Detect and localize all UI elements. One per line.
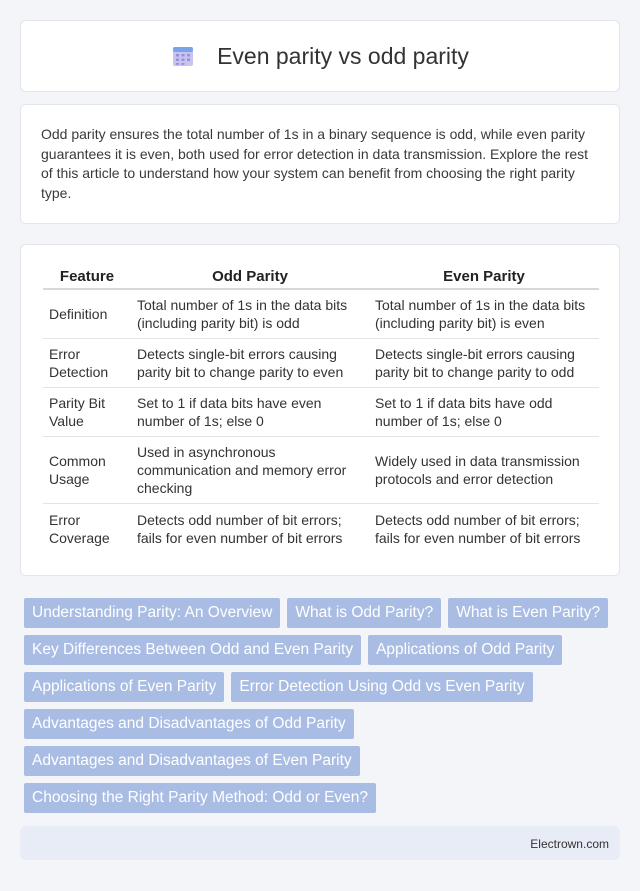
table-cell: Total number of 1s in the data bits (including parity bit) is odd	[131, 290, 369, 339]
intro-text: Odd parity ensures the total number of 1s in a binary sequence is odd, while even parity guarantees it is even, both used for error detection in data transmission. Explore the rest of this article to understand how your system can benefit from choosing the right parity type.	[41, 126, 589, 201]
link-row	[24, 746, 616, 776]
table-cell: Error Detection	[43, 339, 131, 388]
link-row	[24, 672, 616, 702]
table-cell: Widely used in data transmission protocols and error detection	[369, 437, 599, 504]
link-row	[24, 598, 616, 628]
table-cell: Used in asynchronous communication and memory error checking	[131, 437, 369, 504]
table-row	[43, 504, 599, 553]
comparison-table	[43, 263, 599, 553]
intro-card	[20, 104, 620, 224]
related-links	[20, 588, 620, 813]
comparison-table-card	[20, 244, 620, 576]
link-advantages-odd[interactable]: Advantages and Disadvantages of Odd Parity	[24, 709, 354, 739]
table-header: Even Parity	[369, 263, 599, 290]
link-row	[24, 783, 616, 813]
link-applications-odd[interactable]: Applications of Odd Parity	[368, 635, 562, 665]
table-cell: Detects single-bit errors causing parity bit to change parity to odd	[369, 339, 599, 388]
header-card	[20, 20, 620, 92]
table-row	[43, 388, 599, 437]
table-cell: Detects odd number of bit errors; fails for even number of bit errors	[375, 511, 581, 546]
table-cell: Common Usage	[43, 437, 131, 504]
link-understanding-parity[interactable]: Understanding Parity: An Overview	[24, 598, 280, 628]
table-cell: Definition	[43, 290, 131, 339]
table-cell: Parity Bit Value	[43, 388, 131, 437]
table-cell: Detects odd number of bit errors; fails for even number of bit errors	[137, 511, 343, 546]
table-header: Feature	[43, 263, 131, 290]
footer	[20, 826, 620, 860]
table-row	[43, 339, 599, 388]
calendar-icon	[171, 44, 195, 68]
link-applications-even[interactable]: Applications of Even Parity	[24, 672, 224, 702]
table-header: Odd Parity	[131, 263, 369, 290]
table-cell: Total number of 1s in the data bits (including parity bit) is even	[369, 290, 599, 339]
link-row	[24, 709, 616, 739]
link-advantages-even[interactable]: Advantages and Disadvantages of Even Parity	[24, 746, 360, 776]
link-row	[24, 635, 616, 665]
footer-site[interactable]: Electrown.com	[530, 837, 609, 851]
page-title: Even parity vs odd parity	[217, 42, 469, 69]
link-choosing-method[interactable]: Choosing the Right Parity Method: Odd or Even?	[24, 783, 376, 813]
table-row	[43, 437, 599, 504]
table-cell: Set to 1 if data bits have odd number of 1s; else 0	[369, 388, 599, 437]
link-what-is-odd-parity[interactable]: What is Odd Parity?	[287, 598, 441, 628]
link-key-differences[interactable]: Key Differences Between Odd and Even Parity	[24, 635, 361, 665]
link-error-detection[interactable]: Error Detection Using Odd vs Even Parity	[231, 672, 532, 702]
link-what-is-even-parity[interactable]: What is Even Parity?	[448, 598, 608, 628]
table-row	[43, 290, 599, 339]
table-cell: Detects single-bit errors causing parity bit to change parity to even	[131, 339, 369, 388]
table-cell: Set to 1 if data bits have even number of 1s; else 0	[131, 388, 369, 437]
table-cell: Error Coverage	[49, 511, 110, 546]
